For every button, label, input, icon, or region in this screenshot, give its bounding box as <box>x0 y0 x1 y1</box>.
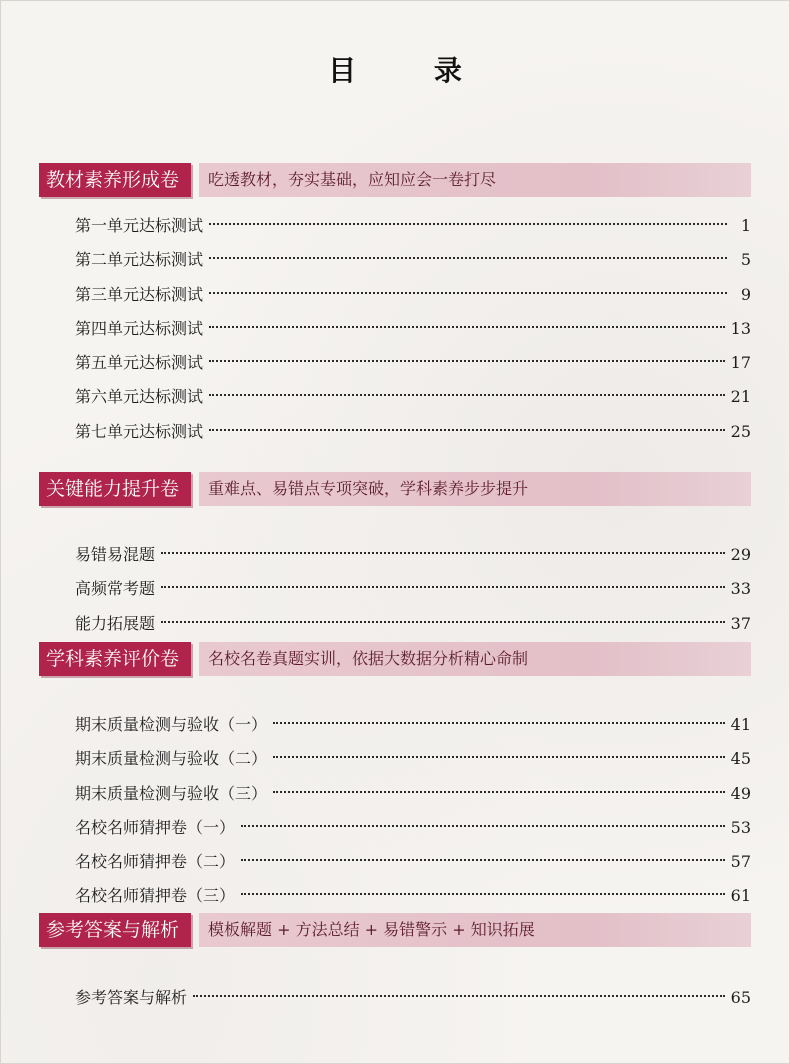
entry-label: 高频常考题 <box>75 579 156 599</box>
section-slogan: 吃透教材，夯实基础，应知应会一卷打尽 <box>199 163 751 197</box>
dot-leader <box>273 791 725 793</box>
dot-leader <box>241 859 725 861</box>
section-tag: 学科素养评价卷 <box>39 642 191 676</box>
section-subject-literacy-eval <box>39 642 751 914</box>
entry-label: 期末质量检测与验收（一） <box>75 715 268 734</box>
section-tag: 参考答案与解析 <box>39 913 191 947</box>
section-slogan: 模板解题 + 方法总结 + 易错警示 + 知识拓展 <box>199 913 751 947</box>
section-key-ability <box>39 472 751 641</box>
toc-entry[interactable] <box>39 845 751 879</box>
dot-leader <box>209 223 727 225</box>
section-slogan: 名校名卷真题实训，依据大数据分析精心命制 <box>199 642 751 676</box>
entry-label: 能力拓展题 <box>75 613 156 633</box>
dot-leader <box>209 429 725 431</box>
toc-entry[interactable] <box>39 346 751 380</box>
toc-entry[interactable] <box>39 777 751 811</box>
section-textbook-literacy <box>39 163 751 449</box>
entry-page-number: 17 <box>730 353 751 373</box>
entry-page-number: 41 <box>730 715 751 734</box>
entry-page-number: 1 <box>740 216 751 235</box>
entry-label: 名校名师猜押卷（一） <box>75 817 236 837</box>
entry-label: 名校名师猜押卷（三） <box>75 886 236 906</box>
dot-leader <box>161 621 725 623</box>
dot-leader <box>209 326 725 328</box>
toc-entry[interactable] <box>39 538 751 572</box>
toc-entry-list <box>39 981 751 1015</box>
dot-leader <box>241 893 725 895</box>
entry-label: 名校名师猜押卷（二） <box>75 852 236 872</box>
dot-leader <box>273 722 725 724</box>
toc-entry[interactable] <box>39 415 751 449</box>
toc-entry[interactable] <box>39 278 751 312</box>
toc-entry[interactable] <box>39 607 751 641</box>
entry-page-number: 33 <box>730 579 751 599</box>
entry-page-number: 25 <box>730 421 751 441</box>
entry-page-number: 13 <box>730 318 751 338</box>
section-banner <box>39 642 751 676</box>
entry-label: 第三单元达标测试 <box>75 284 204 304</box>
dot-leader <box>209 257 727 259</box>
toc-entry[interactable] <box>39 708 751 742</box>
section-banner <box>39 472 751 506</box>
section-banner <box>39 163 751 197</box>
entry-page-number: 65 <box>730 988 751 1007</box>
toc-entry-list <box>39 209 751 449</box>
entry-label: 第六单元达标测试 <box>75 387 204 407</box>
toc-entry[interactable] <box>39 572 751 606</box>
toc-entry[interactable] <box>39 243 751 277</box>
toc-entry-list <box>39 708 751 914</box>
toc-entry[interactable] <box>39 209 751 243</box>
dot-leader <box>161 552 725 554</box>
entry-page-number: 53 <box>730 817 751 837</box>
toc-entry[interactable] <box>39 811 751 845</box>
dot-leader <box>209 394 725 396</box>
entry-page-number: 61 <box>730 886 751 906</box>
dot-leader <box>209 292 727 294</box>
toc-entry[interactable] <box>39 879 751 913</box>
entry-label: 参考答案与解析 <box>75 988 188 1007</box>
toc-entry[interactable] <box>39 380 751 414</box>
entry-label: 第四单元达标测试 <box>75 318 204 338</box>
entry-page-number: 21 <box>730 387 751 407</box>
entry-page-number: 49 <box>730 783 751 803</box>
entry-page-number: 29 <box>730 545 751 564</box>
entry-label: 期末质量检测与验收（三） <box>75 783 268 803</box>
entry-page-number: 45 <box>730 749 751 769</box>
dot-leader <box>161 586 725 588</box>
section-slogan: 重难点、易错点专项突破，学科素养步步提升 <box>199 472 751 506</box>
entry-label: 第七单元达标测试 <box>75 421 204 441</box>
entry-label: 期末质量检测与验收（二） <box>75 749 268 769</box>
dot-leader <box>241 825 725 827</box>
entry-page-number: 57 <box>730 852 751 872</box>
toc-entry-list <box>39 538 751 641</box>
entry-page-number: 9 <box>740 284 751 304</box>
entry-label: 易错易混题 <box>75 545 156 564</box>
entry-label: 第一单元达标测试 <box>75 216 204 235</box>
section-answers <box>39 913 751 1015</box>
dot-leader <box>209 360 725 362</box>
entry-label: 第二单元达标测试 <box>75 250 204 270</box>
page-title: 目 录 <box>328 54 496 87</box>
toc-entry[interactable] <box>39 981 751 1015</box>
entry-label: 第五单元达标测试 <box>75 353 204 373</box>
entry-page-number: 5 <box>740 250 751 270</box>
entry-page-number: 37 <box>730 613 751 633</box>
dot-leader <box>273 756 725 758</box>
toc-entry[interactable] <box>39 742 751 776</box>
toc-entry[interactable] <box>39 312 751 346</box>
section-tag: 关键能力提升卷 <box>39 472 191 506</box>
dot-leader <box>193 995 725 997</box>
section-banner <box>39 913 751 947</box>
section-tag: 教材素养形成卷 <box>39 163 191 197</box>
